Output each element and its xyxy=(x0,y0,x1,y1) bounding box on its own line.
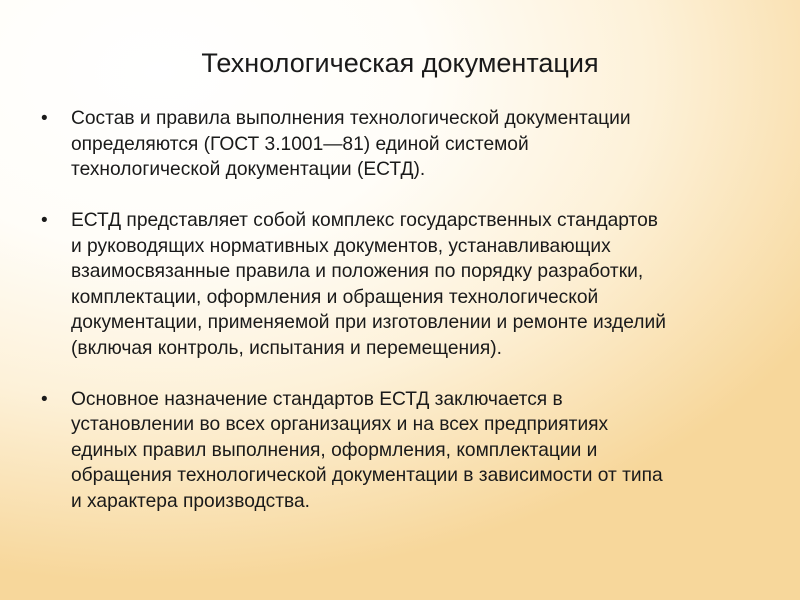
bullet-line: и характера производства. xyxy=(71,490,310,512)
bullet-line: комплектации, оформления и обращения технологической xyxy=(71,286,599,308)
bullet-marker: • xyxy=(41,108,48,129)
bullet-line: установлении во всех организациях и на всех предприятиях xyxy=(71,414,609,435)
bullet-line: (включая контроль, испытания и перемещения). xyxy=(71,337,502,359)
bullet-line: Состав и правила выполнения технологической документации xyxy=(71,108,631,129)
bullet-line: определяются (ГОСТ 3.1001—81) единой системой xyxy=(71,133,529,155)
bullet-item-3 xyxy=(38,387,760,515)
bullet-line: обращения технологической документации в зависимости от типа xyxy=(71,465,663,486)
bullet-line: Основное назначение стандартов ЕСТД заключается в xyxy=(71,388,563,410)
slide-title: Технологическая документация xyxy=(201,48,599,78)
bullet-line: технологической документации (ЕСТД). xyxy=(71,159,426,180)
bullet-line: документации, применяемой при изготовлении и ремонте изделий xyxy=(71,312,666,333)
bullet-line: единых правил выполнения, оформления, комплектации и xyxy=(71,439,598,461)
bullet-line: взаимосвязанные правила и положения по порядку разработки, xyxy=(71,261,644,282)
bullet-item-1 xyxy=(38,106,760,183)
bullet-item-2 xyxy=(38,208,760,361)
bullet-line: ЕСТД представляет собой комплекс государственных стандартов xyxy=(71,210,658,231)
bullet-list xyxy=(38,106,760,514)
bullet-marker: • xyxy=(41,388,48,410)
bullet-marker: • xyxy=(41,210,48,231)
bullet-line: и руководящих нормативных документов, устанавливающих xyxy=(71,235,611,257)
